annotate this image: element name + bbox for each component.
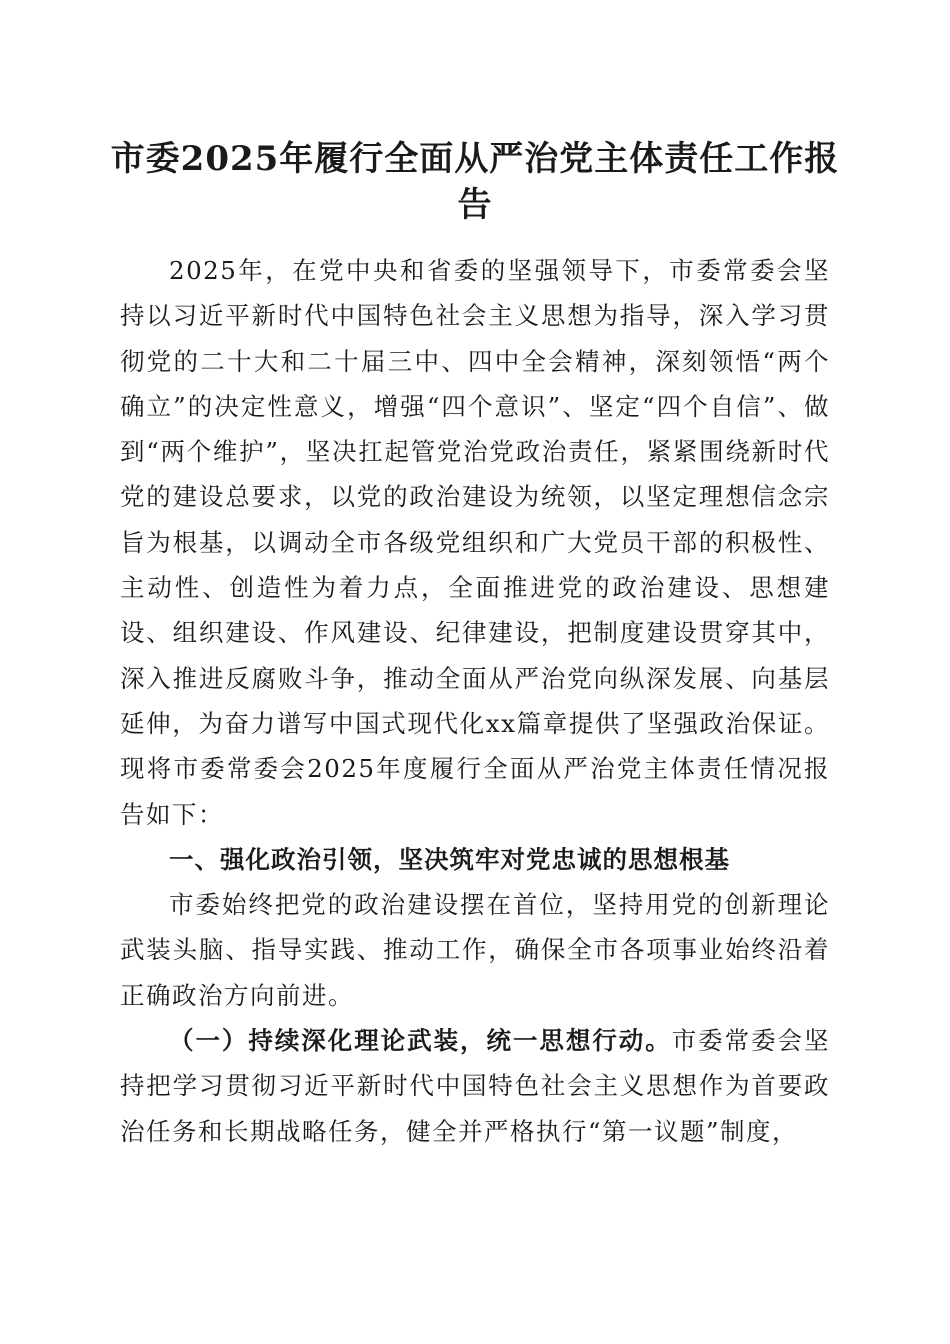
- subsection-text: 市委常委会坚持把学习贯彻习近平新时代中国特色社会主义思想作为首要政治任务和长期战略任务，健全并严格执行“第一议题”制度，: [120, 1026, 831, 1146]
- section-heading: 一、强化政治引领，坚决筑牢对党忠诚的思想根基: [169, 844, 730, 874]
- document-body: [120, 248, 830, 1154]
- intro-paragraph: 2025年，在党中央和省委的坚强领导下，市委常委会坚持以习近平新时代中国特色社会主义思想为指导，深入学习贯彻党的二十大和二十届三中、四中全会精神，深刻领悟“两个确立”的决定性意义，增强“四个意识”、坚定“四个自信”、做到“两个维护”，坚决扛起管党治党政治责任，紧紧围绕新时代党的建设总要求，以党的政治建设为统领，以坚定理想信念宗旨为根基，以调动全市各级党组织和广大党员干部的积极性、主动性、创造性为着力点，全面推进党的政治建设、思想建设、组织建设、作风建设、纪律建设，把制度建设贯穿其中，深入推进反腐败斗争，推动全面从严治党向纵深发展、向基层延伸，为奋力谱写中国式现代化xx篇章提供了坚强政治保证。现将市委常委会2025年度履行全面从严治党主体责任情况报告如下：: [120, 256, 830, 829]
- document-title: 市委2025年履行全面从严治党主体责任工作报告: [110, 139, 840, 225]
- subsection-paragraph: [120, 1018, 830, 1154]
- subsection-heading: （一）持续深化理论武装，统一思想行动。: [169, 1026, 672, 1056]
- section-paragraph: 市委始终把党的政治建设摆在首位，坚持用党的创新理论武装头脑、指导实践、推动工作，确保全市各项事业始终沿着正确政治方向前进。: [120, 890, 830, 1010]
